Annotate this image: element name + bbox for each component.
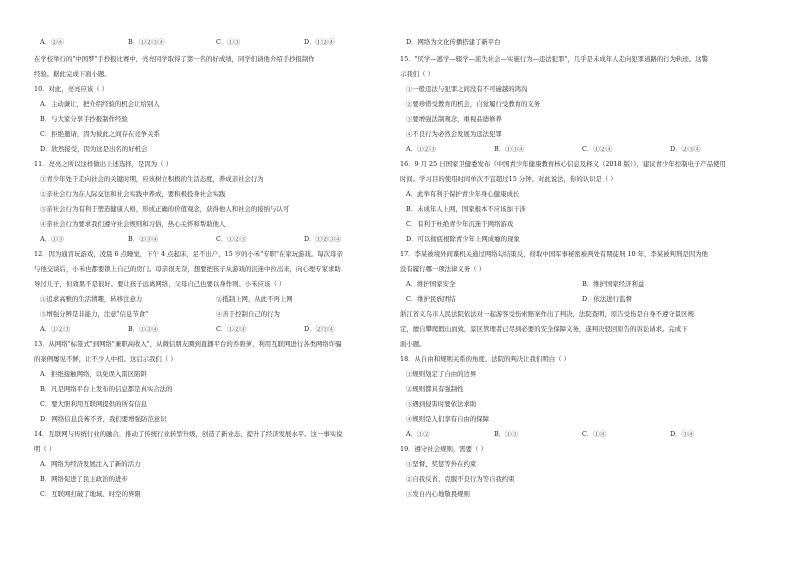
q11-item: ②亲社会行为在人际交往和社会实践中养成，要积极投身社会实践 (40, 190, 226, 198)
option-b: B．①②③④ (128, 38, 165, 46)
q11-item: ④亲社会行为要求我们遵守社会规则和习俗，热心关怀和帮助他人 (40, 220, 226, 228)
q18-options (406, 430, 762, 439)
q11-item: ①青少年处于走向社会的关键时期，应该树立积极的生活态度，养成亲社会行为 (40, 175, 264, 183)
q18-item: ②规则都具有强制性 (406, 385, 464, 393)
q16-option-d: D．可以彻底根除青少年上网成瘾的现象 (406, 235, 520, 243)
passage-line: 在学校举行的"中国梦"手抄报比赛中，亮亮同学取得了第一名的好成绩，同学们请他介绍手抄报制作 (34, 55, 315, 63)
q17-stem: 17．李某被境外间谍机关通过网络勾结策反，窃取中国军事秘密被判处有期徒刑 10 年，李某被判刑是因为他 (400, 250, 708, 258)
q16-option-b: B．未成年人上网，国家根本不应该加干涉 (406, 205, 526, 213)
q17-options-row (406, 295, 762, 304)
q14-stem: 14．互联网与传统行业的融合，推动了传统行业转型升级，创造了新业态，提升了经济发展水平。这一事实说 (34, 430, 343, 438)
q13-stem: 的案例屡见不鲜，让不少人中招。这启示我们（ ） (34, 355, 177, 363)
q15-options (406, 145, 762, 154)
passage-line: 定，擅自攀爬假山而致，景区管理者已尽到必要的安全保障义务，遂判决驳回原告的诉讼请求。完成下 (400, 325, 688, 333)
q11-item: ③亲社会行为有利于塑造健康人格，形成正确的价值观念，获得他人和社会的接纳与认可 (40, 205, 290, 213)
option-a: A．①③ (40, 235, 64, 243)
option-c: C．①②④ (582, 145, 613, 153)
q13-option-b: B．凡是网络平台上发布的信息都是真实合法的 (40, 385, 173, 393)
passage-line: 经验。据此完成下面小题。 (34, 70, 111, 78)
q14-stem: 明（ ） (34, 445, 56, 453)
q18-stem: 18．从自由和规则关系的角度，法院的判决让我们明白（ ） (400, 355, 570, 363)
q10-option-a: A．主动谦让，把介绍经验的机会让给别人 (40, 100, 160, 108)
q12-item: ④善于控制自己的行为 (216, 310, 280, 318)
option-c: C．①④ (582, 430, 607, 438)
option-d: D．③④ (670, 430, 695, 438)
option-b: B．②③④ (128, 235, 159, 243)
q19-item: ②自我反省、克服不良行为等自我约束 (406, 475, 515, 483)
q15-stem: 示我们（ ） (400, 70, 434, 78)
option-c: C．①②③ (216, 235, 247, 243)
q12-item: ③增强分辨是非能力，注意"信息节食" (40, 310, 149, 318)
option-a: A．维护国家安全 (406, 280, 456, 288)
q10-option-c: C．拒绝邀请，因为彼此之间存在竞争关系 (40, 130, 160, 138)
q16-option-c: C．有利于杜绝青少年沉迷于网络游戏 (406, 220, 514, 228)
option-b: B．①③ (494, 430, 518, 438)
q18-item: ④规则是人们享有自由的保障 (406, 415, 490, 423)
q14-option-c: C．互联网打破了地域、时空的界限 (40, 490, 141, 498)
q12-stem: 12．因为通宵玩游戏，凌晨 6 点睡觉，下午 4 点起床，足不出户，15 岁的小禾"专职"在家玩游戏。每次母亲 (34, 250, 343, 258)
q15-item: ④不良行为必然会发展为违法犯罪 (406, 130, 502, 138)
q16-stem: 16．9 月 25 日国家卫健委发布《中国青少年健康教育核心信息及释义（2018 版）》，建议青少年控制电子产品使用 (400, 160, 726, 168)
option-b: B．①③④ (494, 145, 525, 153)
option-a: A．①②③ (40, 325, 71, 333)
q13-option-a: A．拒绝接触网络，以免误入雷区陷阱 (40, 370, 147, 378)
option-a: A．①②③ (406, 145, 437, 153)
option-d: D．①②③④ (304, 235, 342, 243)
option-a: A．①② (406, 430, 430, 438)
q12-stem: 与他交谈后，小禾也都要锁上自己的房门。母亲很无奈，想要把孩子从游戏的沉迷中拉出来，向心理专家求助 (34, 265, 341, 273)
passage-line: 面小题。 (400, 340, 426, 348)
option-b: B．维护国家经济利益 (582, 280, 645, 288)
q12-stem: 导过儿子，但效果不是很好。要让孩子远离网络，父母自己也要以身作则。小禾应该（ ） (34, 280, 286, 288)
q15-item: ①一般违法与犯罪之间没有不可逾越的鸿沟 (406, 85, 528, 93)
option-c: C．①③ (216, 38, 241, 46)
q11-stem: 11．亮亮之所以这样做出上述选择，是因为（ ） (34, 160, 172, 168)
q12-options (40, 325, 386, 334)
q16-option-a: A．此举有利于保护青少年身心健康成长 (406, 190, 520, 198)
option-c: C．维护民族团结 (406, 295, 456, 303)
q14-option-b: B．网络促进了民主政治的进步 (40, 475, 128, 483)
q18-item: ③遇到侵害时要依法求助 (406, 400, 477, 408)
q13-stem: 13．从网络"标签式"到网络"兼职高收入"，从微信朋友圈到直播平台的乔碧萝，利用互联网进行各类网络诈骗 (34, 340, 342, 348)
q14-option-a: A．网络为经济发展注入了新的活力 (40, 460, 141, 468)
option-d: D．①②④ (304, 38, 335, 46)
q10-stem: 10．对此，亮亮应该（ ） (34, 85, 109, 93)
option-b: B．①③④ (128, 325, 159, 333)
q14-option-d: D．网络为文化传播搭建了新平台 (406, 38, 501, 46)
q16-stem: 时间。学习目的使用时间单次不宜超过15 分钟。对此说法，你的认识是（ ） (400, 175, 617, 183)
passage-line: 浙江省义乌市人民法院依法对一起游客受伤索赔案作出了判决，法院查明，原告受伤是自身不遵守景区规 (400, 310, 694, 318)
q12-items-row (40, 310, 386, 319)
q12-item: ①追求高雅的生活情趣，转移注意力 (40, 295, 143, 303)
option-a: A．②④ (40, 38, 64, 46)
q10-option-d: D．欣然接受，因为这是出名的好机会 (40, 145, 148, 153)
option-c: C．①②④ (216, 325, 247, 333)
q17-stem: 没有履行哪一项法律义务（ ） (400, 265, 486, 273)
q12-item: ②抵制上网，从此不再上网 (216, 295, 293, 303)
option-d: D．依法进行监督 (582, 295, 632, 303)
q15-item: ②要珍惜受教育的机会，自觉履行受教育的义务 (406, 100, 541, 108)
q13-option-c: C．要大胆利用互联网提供的所有信息 (40, 400, 148, 408)
option-d: D．②③④ (304, 325, 335, 333)
q12-items-row (40, 295, 386, 304)
q13-option-d: D．网络信息良莠不齐，我们要增强防范意识 (40, 415, 167, 423)
option-d: D．②③④ (670, 145, 701, 153)
q15-item: ③要增强法制观念，重视品德修养 (406, 115, 502, 123)
q19-item: ③发自内心地敬畏规则 (406, 490, 470, 498)
q11-options (40, 235, 386, 244)
q10-option-b: B．与大家分享手抄报制作经验 (40, 115, 128, 123)
q18-item: ①规则划定了自由的边界 (406, 370, 477, 378)
q15-stem: 15．"厌学—逃学—辍学—流失社会—实施行为—违法犯罪"，几乎是未成年人走向犯罪道路的行为轨迹。这警 (400, 55, 708, 63)
q19-item: ①坚督、奖惩等外在约束 (406, 460, 477, 468)
q9-options (40, 38, 386, 47)
q19-stem: 19．遵守社会规则，需要（ ） (400, 445, 487, 453)
q17-options-row (406, 280, 762, 289)
